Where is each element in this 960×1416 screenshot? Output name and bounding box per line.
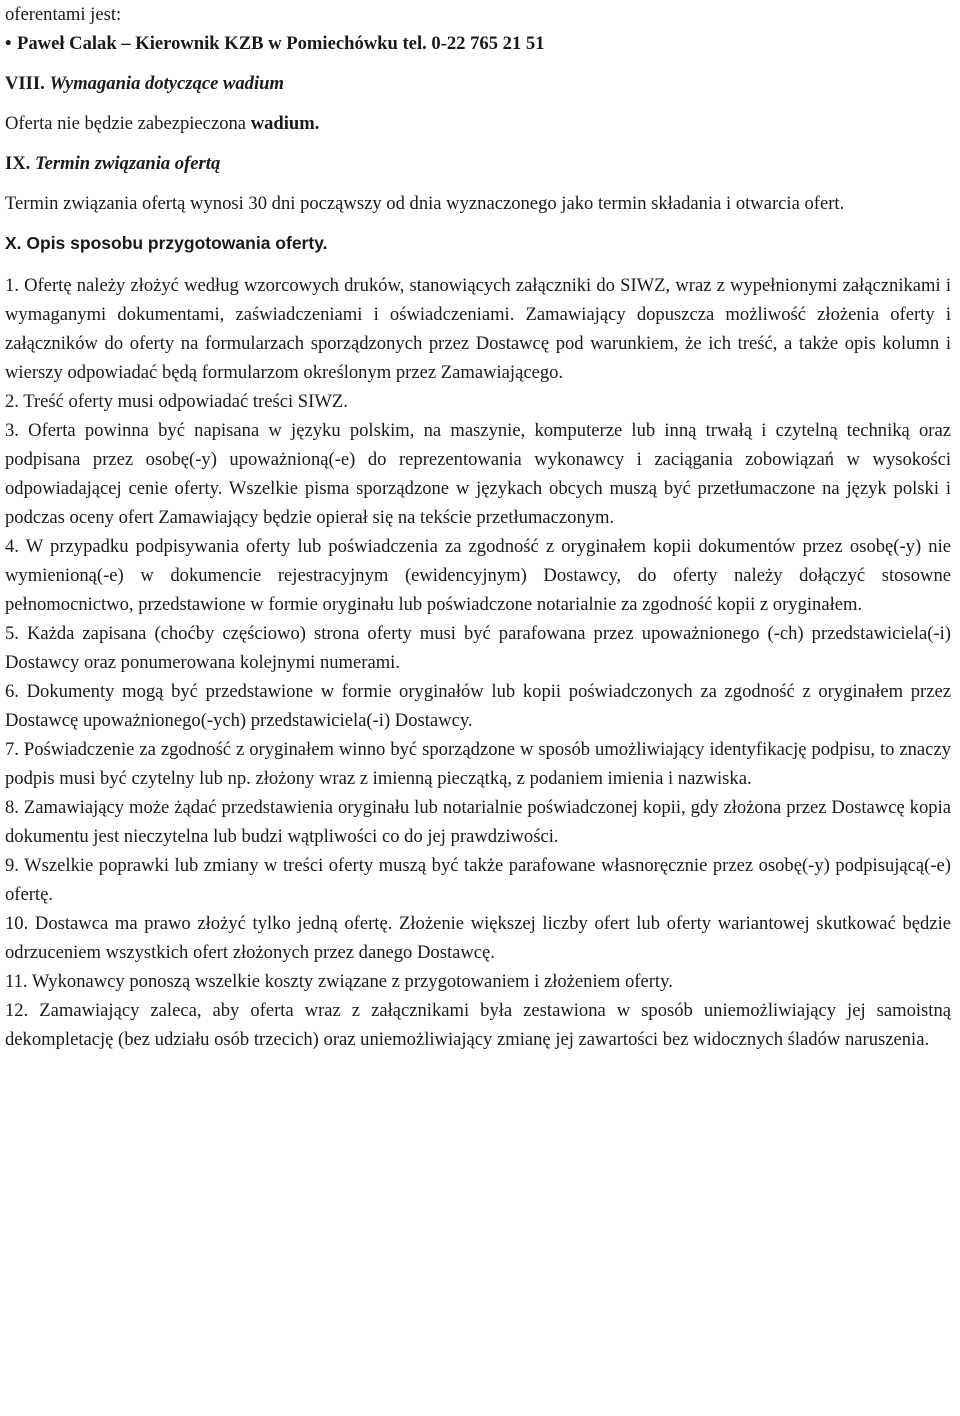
section-8-title: Wymagania dotyczące wadium (49, 73, 284, 94)
list-item-10: 10. Dostawca ma prawo złożyć tylko jedną ofertę. Złożenie większej liczby ofert lub oferty wariantowej skutkować będzie odrzuceniem wszystkich ofert złożonych przez danego Dostawcę. (5, 913, 951, 963)
list-item-6: 6. Dokumenty mogą być przedstawione w formie oryginałów lub kopii poświadczonych za zgodność z oryginałem przez Dostawcę upoważnionego(-ych) przedstawiciela(-i) Dostawcy. (5, 681, 951, 731)
list-item-1: 1. Ofertę należy złożyć według wzorcowych druków, stanowiących załączniki do SIWZ, wraz z wypełnionymi załącznikami i wymaganymi dokumentami, zaświadczeniami i oświadczeniami. Zamawiający dopuszcza możliwość złożenia oferty i załączników do oferty na formularzach sporządzonych przez Dostawcę pod warunkiem, że ich treść, a także opis kolumn i wierszy odpowiadać będą formularzom określonym przez Zamawiającego. (5, 275, 951, 383)
list-item-3: 3. Oferta powinna być napisana w języku polskim, na maszynie, komputerze lub inną trwałą i czytelną techniką oraz podpisana przez osobę(-y) upoważnioną(-e) do reprezentowania wykonawcy i zaciągania zobowiązań w wysokości odpowiadającej cenie oferty. Wszelkie pisma sporządzone w językach obcych muszą być przetłumaczone na język polski i podczas oceny ofert Zamawiający będzie opierał się na tekście przetłumaczonym. (5, 420, 951, 528)
section-8-body (5, 109, 951, 138)
list-item-12: 12. Zamawiający zaleca, aby oferta wraz z załącznikami była zestawiona w sposób uniemożliwiający jej samoistną dekompletację (bez udziału osób trzecich) oraz uniemożliwiający zmianę jej zawartości bez widocznych śladów naruszenia. (5, 1000, 951, 1050)
section-9-number: IX. (5, 153, 31, 174)
section-10-title: X. Opis sposobu przygotowania oferty. (5, 233, 328, 253)
list-item-7: 7. Poświadczenie za zgodność z oryginałem winno być sporządzone w sposób umożliwiający identyfikację podpisu, to znaczy podpis musi być czytelny lub np. złożony wraz z imienną pieczątką, z podaniem imienia i nazwiska. (5, 739, 951, 789)
section-8-heading (5, 69, 951, 98)
list-item-5: 5. Każda zapisana (choćby częściowo) strona oferty musi być parafowana przez upoważnionego (-ch) przedstawiciela(-i) Dostawcy oraz ponumerowana kolejnymi numerami. (5, 623, 951, 673)
section-9-title: Termin związania ofertą (34, 153, 221, 174)
section-10-items (5, 271, 951, 1054)
header-fragment: oferentami jest: (5, 4, 122, 25)
list-item-4: 4. W przypadku podpisywania oferty lub poświadczenia za zgodność z oryginałem kopii dokumentów przez osobę(-y) nie wymienioną(-e) w dokumencie rejestracyjnym (ewidencyjnym) Dostawcy, do oferty należy dołączyć stosowne pełnomocnictwo, przedstawione w formie oryginału lub poświadczone notarialnie za zgodność kopii z oryginałem. (5, 536, 951, 615)
contact-text: Paweł Calak – Kierownik KZB w Pomiechówku tel. 0-22 765 21 51 (17, 33, 545, 54)
section-8-number: VIII. (5, 73, 45, 94)
list-item-8: 8. Zamawiający może żądać przedstawienia oryginału lub notarialnie poświadczonej kopii, gdy złożona przez Dostawcę kopia dokumentu jest nieczytelna lub budzi wątpliwości co do jej prawdziwości. (5, 797, 951, 847)
section-9-body: Termin związania ofertą wynosi 30 dni począwszy od dnia wyznaczonego jako termin składania i otwarcia ofert. (5, 193, 845, 214)
list-item-11: 11. Wykonawcy ponoszą wszelkie koszty związane z przygotowaniem i złożeniem oferty. (5, 971, 673, 992)
list-item-2: 2. Treść oferty musi odpowiadać treści SIWZ. (5, 391, 348, 412)
bullet-icon: • (5, 33, 12, 54)
section-8-body-text: Oferta nie będzie zabezpieczona (5, 113, 251, 134)
section-9-heading (5, 149, 951, 178)
contact-line (5, 29, 951, 58)
section-8-body-bold: wadium. (250, 113, 320, 134)
list-item-9: 9. Wszelkie poprawki lub zmiany w treści oferty muszą być także parafowane własnoręcznie przez osobę(-y) podpisującą(-e) ofertę. (5, 855, 951, 905)
